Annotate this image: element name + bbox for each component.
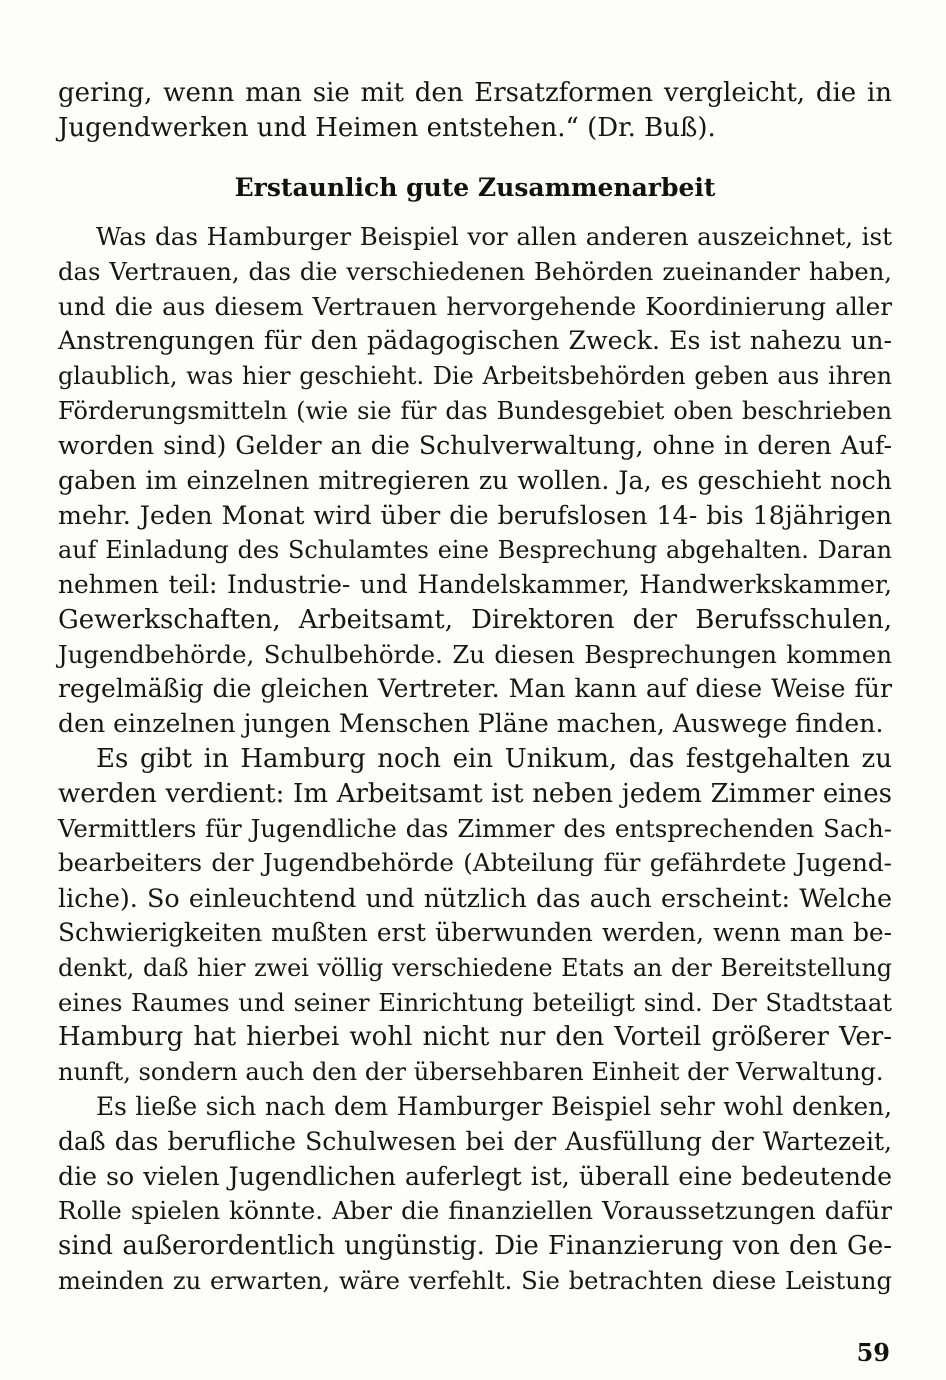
text-line: denkt, daß hier zwei völlig verschiedene Etats an der Bereitstellung xyxy=(58,953,892,982)
text-line: das Vertrauen, das die verschiedenen Behörden zueinander haben, xyxy=(58,257,892,286)
text-line: bearbeiters der Jugendbehörde (Abteilung für gefährdete Jugend- xyxy=(58,848,892,878)
paragraph-2 xyxy=(58,742,892,1090)
text-line: und die aus diesem Vertrauen hervorgehende Koordinierung aller xyxy=(58,291,892,321)
text-line: Förderungsmitteln (wie sie für das Bundesgebiet oben beschrieben xyxy=(58,396,892,425)
text-line: Jugendwerken und Heimen entstehen.“ (Dr. Buß). xyxy=(58,112,716,143)
text-line: Schwierigkeiten mußten erst überwunden werden, wenn man be- xyxy=(58,917,892,947)
paragraph-3 xyxy=(58,1090,892,1299)
text-line: die so vielen Jugendlichen auferlegt ist, überall eine bedeutende xyxy=(58,1161,892,1191)
text-line: gering, wenn man sie mit den Ersatzformen vergleicht, die in xyxy=(58,78,892,108)
text-line: werden verdient: Im Arbeitsamt ist neben jedem Zimmer eines xyxy=(58,778,892,809)
text-line: nunft, sondern auch den der übersehbaren Einheit der Verwaltung. xyxy=(58,1058,884,1087)
text-line: Es ließe sich nach dem Hamburger Beispiel sehr wohl denken, xyxy=(96,1092,892,1121)
text-line: Rolle spielen könnte. Aber die finanziellen Voraussetzungen dafür xyxy=(58,1196,892,1226)
text-line: Vermittlers für Jugendliche das Zimmer des entsprechenden Sach- xyxy=(58,813,892,843)
text-line: worden sind) Gelder an die Schulverwaltung, ohne in deren Auf- xyxy=(58,430,892,460)
text-line: regelmäßig die gleichen Vertreter. Man kann auf diese Weise für xyxy=(58,674,892,704)
text-line: Gewerkschaften, Arbeitsamt, Direktoren der Berufsschulen, xyxy=(58,604,892,635)
text-line: meinden zu erwarten, wäre verfehlt. Sie betrachten diese Leistung xyxy=(58,1266,892,1295)
text-line: auf Einladung des Schulamtes eine Besprechung abgehalten. Daran xyxy=(58,536,892,565)
text-line: liche). So einleuchtend und nützlich das auch erscheint: Welche xyxy=(58,883,892,914)
text-line: gaben im einzelnen mitregieren zu wollen. Ja, es geschieht noch xyxy=(58,465,892,495)
text-line: Anstrengungen für den pädagogischen Zweck. Es ist nahezu un- xyxy=(58,326,892,356)
text-line: mehr. Jeden Monat wird über die berufslosen 14- bis 18jährigen xyxy=(58,500,892,531)
text-line: eines Raumes und seiner Einrichtung beteiligt sind. Der Stadtstaat xyxy=(58,988,892,1017)
page-number: 59 xyxy=(856,1338,890,1367)
text-line: sind außerordentlich ungünstig. Die Finanzierung von den Ge- xyxy=(58,1231,892,1262)
text-line: glaublich, was hier geschieht. Die Arbeitsbehörden geben aus ihren xyxy=(58,362,892,391)
text-line: daß das berufliche Schulwesen bei der Ausfüllung der Wartezeit, xyxy=(58,1126,892,1156)
text-line: nehmen teil: Industrie- und Handelskammer, Handwerkskammer, xyxy=(58,569,892,599)
section-heading: Erstaunlich gute Zusammenarbeit xyxy=(234,173,716,202)
text-line: Hamburg hat hierbei wohl nicht nur den Vorteil größerer Ver- xyxy=(58,1022,892,1053)
text-line: Was das Hamburger Beispiel vor allen anderen auszeichnet, ist xyxy=(96,222,892,251)
text-line: Es gibt in Hamburg noch ein Unikum, das festgehalten zu xyxy=(96,744,892,774)
opening-paragraph-continued xyxy=(58,76,892,146)
text-line: Jugendbehörde, Schulbehörde. Zu diesen Besprechungen kommen xyxy=(58,639,892,669)
paragraph-1 xyxy=(58,220,892,742)
text-line: den einzelnen jungen Menschen Pläne machen, Auswege finden. xyxy=(58,709,884,739)
